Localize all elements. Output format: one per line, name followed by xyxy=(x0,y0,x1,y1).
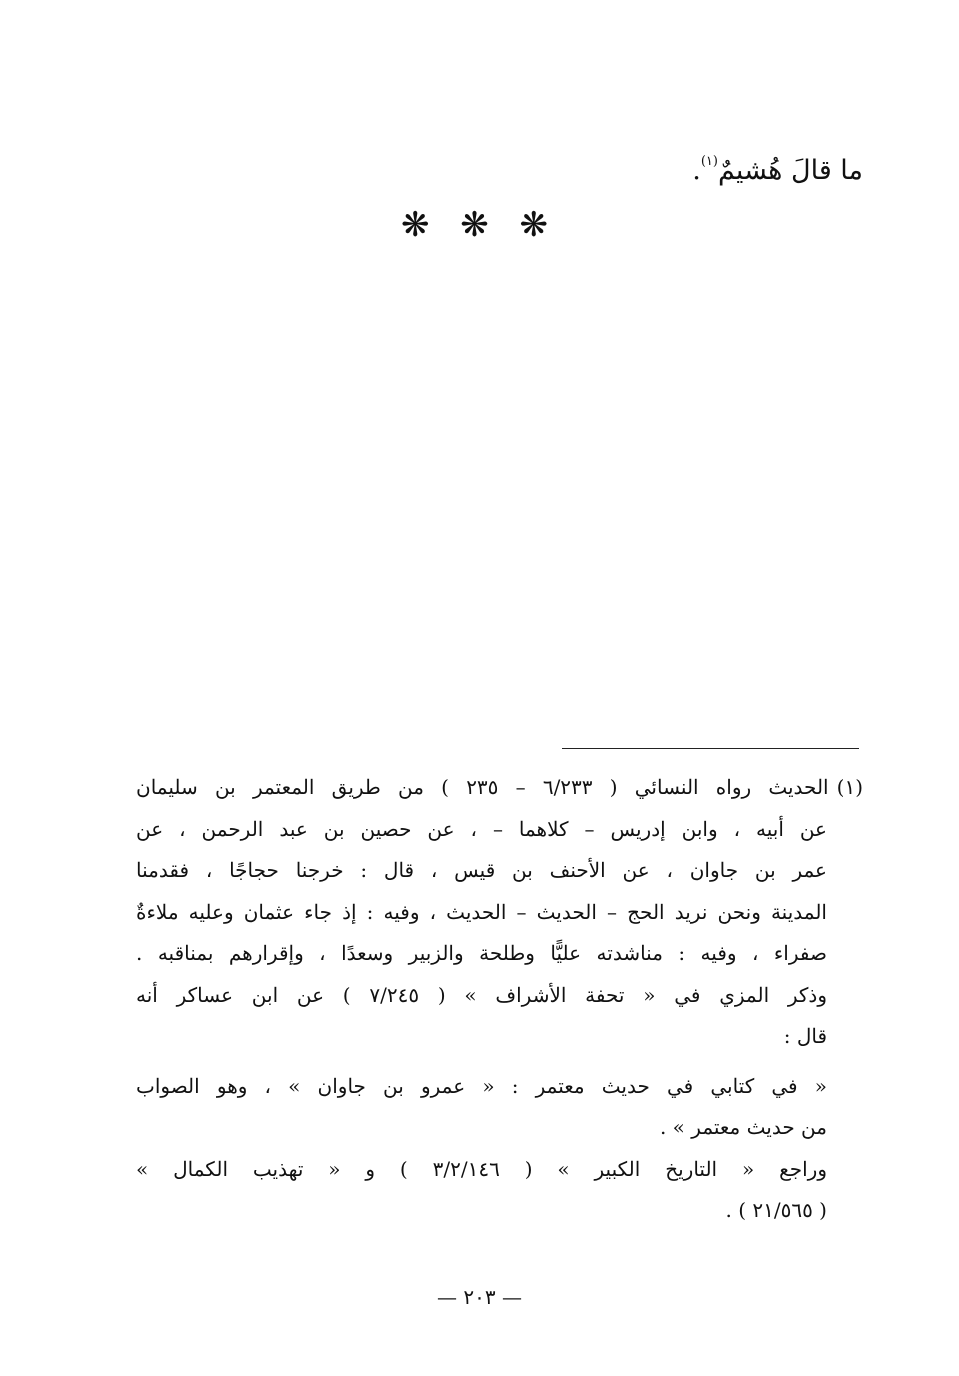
footnote-line-7: قال : xyxy=(783,1024,827,1048)
footnote-line-2: عن أبيه ، وابن إدريس – كلاهما – ، عن حصين بن عبد الرحمن ، عن xyxy=(136,816,827,841)
footnote-line-text: الحديث رواه النسائي ( ٦/٢٣٣ – ٢٣٥ ) من طريق المعتمر بن سليمان xyxy=(136,775,829,799)
section-divider-ornament: ❋ ❋ ❋ xyxy=(400,205,559,245)
footnote-line-4: المدينة ونحن نريد الحج – الحديث – الحديث ، وفيه : إذ جاء عثمان وعليه ملاءةٌ xyxy=(136,899,827,924)
main-text-end-punct: . xyxy=(692,155,701,186)
footnote-separator-rule xyxy=(562,748,859,749)
footnote-reference: (١) xyxy=(700,154,718,169)
footnote-quote-line-1: « في كتابي في حديث معتمر : « عمرو بن جاوان » ، وهو الصواب xyxy=(136,1073,827,1098)
footnote-block xyxy=(136,767,863,1232)
footnote-quote-line-2: من حديث معتمر » . xyxy=(659,1115,827,1139)
footnote-line-5: صفراء ، وفيه : مناشدته عليًّا وطلحة والزبير وسعدًا ، وإقرارهم بمناقبه . xyxy=(136,941,827,965)
footnote-number: (١) xyxy=(836,775,863,799)
footnote-line-3: عمر بن جاوان ، عن الأحنف بن قيس ، قال : خرجنا حجاجًا ، فقدمنا xyxy=(136,858,827,882)
footnote-line-10: وراجع « التاريخ الكبير » ( ٣/٢/١٤٦ ) و « تهذيب الكمال » xyxy=(136,1156,827,1181)
footnote-line-6: وذكر المزي في « تحفة الأشراف » ( ٧/٢٤٥ ) عن ابن عساكر أنه xyxy=(136,982,828,1007)
main-text-line xyxy=(692,140,863,193)
main-text: ما قالَ هُشيمٌ xyxy=(717,155,863,186)
page-number: — ٢٠٣ — xyxy=(437,1285,522,1309)
footnote-line-11: ( ٢١/٥٦٥ ) . xyxy=(725,1198,827,1222)
footnote-line-1 xyxy=(136,767,863,809)
